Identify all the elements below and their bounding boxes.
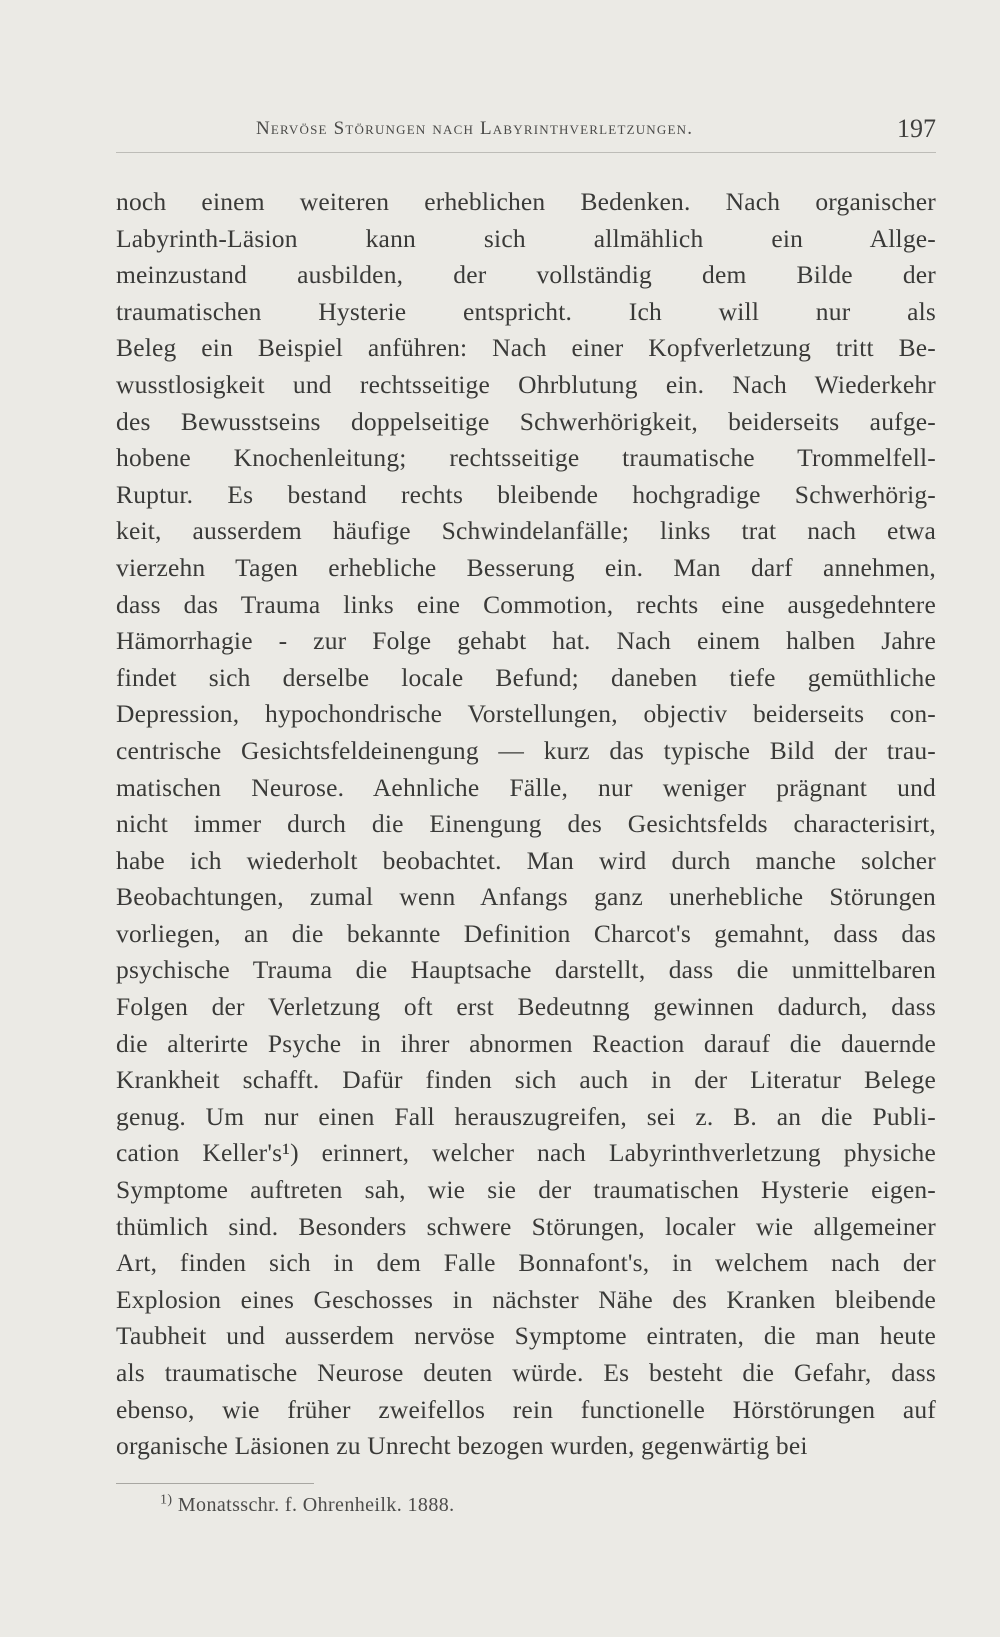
text-line: meinzustand ausbilden, der vollständig dem Bilde der: [116, 260, 936, 290]
text-line: Symptome auftreten sah, wie sie der traumatischen Hysterie eigen-: [116, 1175, 936, 1205]
text-line: des Bewusstseins doppelseitige Schwerhörigkeit, beiderseits aufge-: [116, 406, 936, 436]
text-line: thümlich sind. Besonders schwere Störungen, localer wie allgemeiner: [116, 1211, 936, 1241]
text-line: Taubheit und ausserdem nervöse Symptome eintraten, die man heute: [116, 1321, 936, 1351]
text-line: traumatischen Hysterie entspricht. Ich will nur als: [116, 296, 936, 326]
text-line: keit, ausserdem häufige Schwindelanfälle; links trat nach etwa: [116, 516, 936, 546]
text-line: Ruptur. Es bestand rechts bleibende hochgradige Schwerhörig-: [116, 479, 936, 509]
text-line: Labyrinth-Läsion kann sich allmählich ein Allge-: [116, 223, 936, 253]
footnote-text: Monatsschr. f. Ohrenheilk. 1888.: [177, 1494, 455, 1516]
text-line: die alterirte Psyche in ihrer abnormen Reaction darauf die dauernde: [116, 1028, 936, 1058]
text-line: Krankheit schafft. Dafür finden sich auch in der Literatur Belege: [116, 1065, 936, 1095]
text-line: vierzehn Tagen erhebliche Besserung ein. Man darf annehmen,: [116, 552, 936, 582]
text-line: organische Läsionen zu Unrecht bezogen wurden, gegenwärtig bei: [116, 1431, 808, 1461]
text-line: psychische Trauma die Hauptsache darstellt, dass die unmittelbaren: [116, 955, 936, 985]
footnote-marker: 1): [160, 1492, 173, 1508]
footnote-rule: [116, 1483, 314, 1484]
text-line: als traumatische Neurose deuten würde. Es besteht die Gefahr, dass: [116, 1358, 936, 1387]
text-line: Art, finden sich in dem Falle Bonnafont's, in welchem nach der: [116, 1248, 936, 1278]
text-line: vorliegen, an die bekannte Definition Charcot's gemahnt, dass das: [116, 918, 936, 948]
text-line: noch einem weiteren erheblichen Bedenken. Nach organischer: [116, 187, 936, 216]
text-line: Folgen der Verletzung oft erst Bedeutnng gewinnen dadurch, dass: [116, 992, 936, 1022]
body-text: [116, 184, 936, 1465]
text-line: centrische Gesichtsfeldeinengung — kurz das typische Bild der trau-: [116, 735, 936, 765]
text-line: genug. Um nur einen Fall herauszugreifen, sei z. B. an die Publi-: [116, 1101, 936, 1131]
text-line: Beleg ein Beispiel anführen: Nach einer Kopfverletzung tritt Be-: [116, 333, 936, 363]
text-line: Hämorrhagie - zur Folge gehabt hat. Nach einem halben Jahre: [116, 626, 936, 656]
running-title: Nervöse Störungen nach Labyrinthverletzungen.: [256, 118, 694, 139]
footnote: [160, 1494, 455, 1517]
text-line: Explosion eines Geschosses in nächster Nähe des Kranken bleibende: [116, 1284, 936, 1314]
text-line: dass das Trauma links eine Commotion, rechts eine ausgedehntere: [116, 589, 936, 619]
text-line: ebenso, wie früher zweifellos rein functionelle Hörstörungen auf: [116, 1394, 936, 1424]
text-line: nicht immer durch die Einengung des Gesichtsfelds characterisirt,: [116, 809, 936, 839]
text-line: Beobachtungen, zumal wenn Anfangs ganz unerhebliche Störungen: [116, 882, 936, 912]
text-line: wusstlosigkeit und rechtsseitige Ohrblutung ein. Nach Wiederkehr: [116, 369, 936, 399]
text-line: cation Keller's¹) erinnert, welcher nach Labyrinthverletzung physiche: [116, 1138, 936, 1168]
text-line: habe ich wiederholt beobachtet. Man wird durch manche solcher: [116, 845, 936, 875]
text-line: hobene Knochenleitung; rechtsseitige traumatische Trommelfell-: [116, 443, 936, 473]
text-line: Depression, hypochondrische Vorstellungen, objectiv beiderseits con-: [116, 699, 936, 729]
text-line: matischen Neurose. Aehnliche Fälle, nur weniger prägnant und: [116, 772, 936, 802]
page-header: [116, 114, 936, 154]
header-rule: [116, 152, 936, 153]
text-line: findet sich derselbe locale Befund; daneben tiefe gemüthliche: [116, 662, 936, 692]
page-number: 197: [897, 114, 936, 143]
